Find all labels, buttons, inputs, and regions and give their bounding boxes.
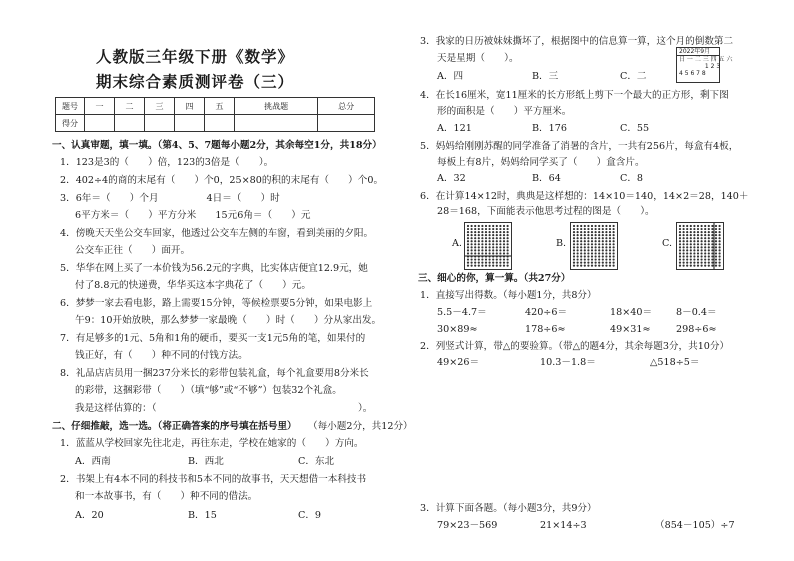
question-1-4b: 公交车正往（ ）面开。 [75, 245, 191, 256]
calc-item: 420÷6＝ [525, 307, 568, 318]
figure-label-b[interactable]: B. [556, 238, 567, 249]
question-1-5b: 付了8.8元的快递费，华华买这本字典花了（ ）元。 [75, 280, 311, 291]
option-2-4-b[interactable]: B．176 [532, 123, 567, 134]
calc-expression-item: （854－105）÷7 [655, 520, 735, 531]
exam-subtitle: 期末综合素质测评卷（三） [95, 72, 294, 91]
option-2-5-a[interactable]: A．32 [437, 173, 466, 184]
calc-expression-item: 79×23－569 [437, 520, 498, 531]
question-1-5a: 5．华华在网上买了一本价钱为56.2元的字典，比实体店便宜12.9元，她 [60, 263, 368, 274]
question-2-3b: 天是星期（ ）。 [437, 53, 519, 64]
exam-title: 人教版三年级下册《数学》 [95, 47, 294, 66]
option-2-4-a[interactable]: A．121 [437, 123, 472, 134]
score-row-label: 得分 [56, 115, 85, 132]
dot-grid-figure-c[interactable] [676, 222, 724, 270]
calc-item: 18×40＝ [610, 307, 653, 318]
score-header-cell: 总分 [318, 98, 375, 115]
option-2-4-c[interactable]: C．55 [620, 123, 650, 134]
calendar-weekdays: 日 一 二 三 四 五 六 [679, 56, 733, 63]
option-2-1-a[interactable]: A．西南 [75, 456, 111, 467]
option-2-2-b[interactable]: B．15 [188, 510, 217, 521]
score-header-cell: 五 [205, 98, 235, 115]
section-1-heading: 一、认真审题，填一填。（第4、5、7题每小题2分，其余每空1分，共18分） [52, 140, 382, 151]
section-2-heading: 二、仔细推敲，选一选。（将正确答案的序号填在括号里） [52, 421, 297, 432]
calendar-row: 1 2 3 [679, 63, 721, 70]
calendar-row: 4 5 6 7 8 [679, 70, 706, 77]
question-1-2: 2．402÷4的商的末尾有（ ）个0，25×80的积的末尾有（ ）个0。 [60, 175, 384, 186]
dot-grid-figure-b[interactable] [570, 222, 618, 270]
score-header-cell: 题号 [56, 98, 85, 115]
score-cell[interactable] [145, 115, 175, 132]
calc-item: 298÷6≈ [676, 324, 717, 335]
calc-item: 178÷6≈ [525, 324, 566, 335]
calc-item: 30×89≈ [437, 324, 478, 335]
option-2-3-a[interactable]: A．四 [437, 71, 464, 82]
torn-calendar [676, 47, 733, 83]
question-1-3a: 3．6年＝（ ）个月 4日＝（ ）时 [60, 193, 280, 204]
calendar-title: 2022年9月 [677, 48, 719, 56]
score-table [55, 97, 375, 132]
option-2-3-b[interactable]: B．三 [532, 71, 559, 82]
question-1-3b: 6平方米＝（ ）平方分米 15元6角＝（ ）元 [75, 210, 311, 221]
score-header-cell: 四 [175, 98, 205, 115]
option-2-5-b[interactable]: B．64 [532, 173, 561, 184]
score-cell[interactable] [85, 115, 115, 132]
score-header-cell: 一 [85, 98, 115, 115]
calc-expression-item: 21×14÷3 [540, 520, 587, 531]
calc-2-instructions: 2．列竖式计算，带△的要验算。（带△的题4分，其余每题3分，共10分） [420, 341, 730, 352]
question-2-1: 1．蓝蓝从学校回家先往北走，再往东走，学校在她家的（ ）方向。 [60, 438, 364, 449]
question-1-8c: 我是这样估算的：（ ）。 [75, 403, 373, 414]
question-2-6b: 28＝168，下面能表示他思考过程的图是（ ）。 [437, 206, 655, 217]
figure-label-c[interactable]: C. [662, 238, 673, 249]
option-2-2-a[interactable]: A．20 [75, 510, 104, 521]
option-2-3-c[interactable]: C．二 [620, 71, 647, 82]
question-1-8b: 的彩带，这捆彩带（ ）（填“够”或“不够”）包装32个礼盒。 [75, 385, 342, 396]
calc-vertical-item: △518÷5＝ [650, 357, 700, 368]
calc-item: 49×31≈ [610, 324, 651, 335]
question-1-1: 1．123是3的（ ）倍，123的3倍是（ ）。 [60, 157, 274, 168]
section-2-points: （每小题2分，共12分） [308, 421, 413, 432]
option-2-2-c[interactable]: C．9 [298, 510, 322, 521]
score-cell[interactable] [318, 115, 375, 132]
calc-3-instructions: 3．计算下面各题。（每小题3分，共9分） [420, 503, 597, 514]
option-2-5-c[interactable]: C．8 [620, 173, 644, 184]
score-row [56, 115, 375, 132]
score-cell[interactable] [175, 115, 205, 132]
calc-vertical-item: 10.3－1.8＝ [540, 357, 596, 368]
question-1-7b: 钱正好，有（ ）种不同的付钱方法。 [75, 350, 248, 361]
dot-grid-figure-a[interactable] [464, 222, 512, 270]
score-cell[interactable] [115, 115, 145, 132]
question-1-6b: 午9：10开始放映，那么梦梦一家最晚（ ）时（ ）分从家出发。 [75, 315, 382, 326]
score-header-cell: 挑战题 [235, 98, 318, 115]
question-1-8a: 8．礼品店店员用一捆237分米长的彩带包装礼盒，每个礼盒要用8分米长 [60, 368, 369, 379]
figure-label-a[interactable]: A. [452, 238, 462, 249]
question-2-6a: 6．在计算14×12时，典典是这样想的：14×10＝140，14×2＝28，140＋ [420, 191, 749, 202]
question-2-2b: 和一本故事书，有（ ）种不同的借法。 [75, 491, 258, 502]
option-2-1-b[interactable]: B．西北 [188, 456, 224, 467]
question-1-4a: 4．傍晚天天坐公交车回家，他透过公交车左侧的车窗，看到美丽的夕阳。 [60, 228, 374, 239]
option-2-1-c[interactable]: C．东北 [298, 456, 335, 467]
calc-item: 8－0.4＝ [676, 307, 717, 318]
question-1-6a: 6．梦梦一家去看电影，路上需要15分钟，等候检票要5分钟，如果电影上 [60, 298, 373, 309]
question-2-3a: 3．我家的日历被妹妹撕坏了，根据图中的信息算一算，这个月的倒数第二 [420, 36, 734, 47]
score-header-cell: 三 [145, 98, 175, 115]
question-2-4a: 4．在长16厘米，宽11厘米的长方形纸上剪下一个最大的正方形，剩下图 [420, 90, 729, 101]
calc-item: 5.5－4.7＝ [437, 307, 487, 318]
calc-1-instructions: 1．直接写出得数。（每小题1分，共8分） [420, 290, 597, 301]
question-1-7a: 7．有足够多的1元、5角和1角的硬币，要买一支1元5角的笔，如果付的 [60, 333, 366, 344]
score-cell[interactable] [235, 115, 318, 132]
question-2-4b: 形的面积是（ ）平方厘米。 [437, 106, 572, 117]
section-3-heading: 三、细心的你，算一算。（共27分） [418, 273, 571, 284]
score-header-cell: 二 [115, 98, 145, 115]
question-2-5a: 5．妈妈给刚刚苏醒的同学准备了消暑的含片，一共有256片，每盒有4板， [420, 141, 739, 152]
question-2-5b: 每板上有8片，妈妈给同学买了（ ）盒含片。 [437, 157, 645, 168]
score-header-row [56, 98, 375, 115]
calc-vertical-item: 49×26＝ [437, 357, 480, 368]
question-2-2a: 2．书架上有4本不同的科技书和5本不同的故事书，天天想借一本科技书 [60, 474, 367, 485]
score-cell[interactable] [205, 115, 235, 132]
